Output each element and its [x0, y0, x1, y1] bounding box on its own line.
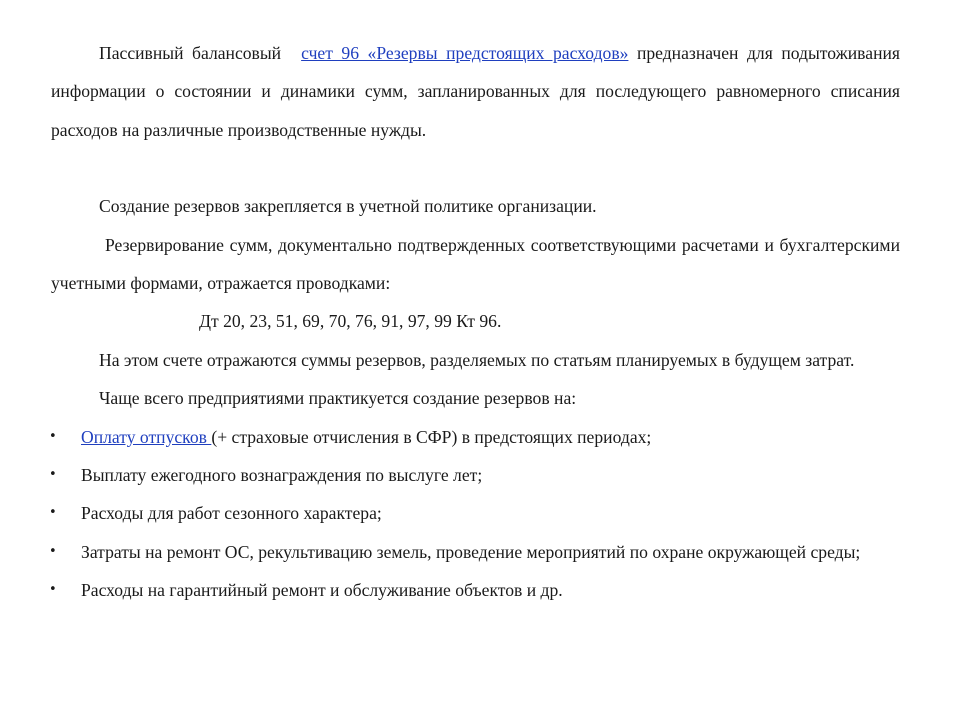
list-item-warranty-repair — [51, 571, 900, 609]
list-item-seasonal-work — [51, 494, 900, 532]
list-item-warranty-repair-text: Расходы на гарантийный ремонт и обслуживание объектов и др. — [81, 580, 563, 601]
list-item-vacation-pay — [51, 418, 900, 456]
list-item-repair-environment-text: Затраты на ремонт ОС, рекультивацию земель, проведение мероприятий по охране окружающей среды; — [81, 541, 861, 562]
list-item-repair-environment — [51, 533, 900, 571]
paragraph-account-96-intro: Пассивный балансовый — [99, 43, 282, 63]
list-item-vacation-pay-text: (+ страховые отчисления в СФР) в предстоящих периодах; — [211, 426, 652, 447]
list-item-long-service-bonus — [51, 456, 900, 494]
paragraph-account-96 — [51, 34, 900, 149]
paragraph-reserve-list-intro: Чаще всего предприятиями практикуется создание резервов на: — [99, 388, 577, 409]
bullet-icon: • — [49, 428, 57, 444]
reserve-types-list — [51, 418, 900, 610]
paragraph-gap — [51, 149, 900, 187]
paragraph-accounting-policy: Создание резервов закрепляется в учетной политике организации. — [99, 196, 597, 217]
bullet-icon: • — [49, 582, 57, 598]
paragraph-reservation-entries: Резервирование сумм, документально подтвержденных соответствующими расчетами и бухгалтерскими учетными формами, отражается проводками: — [51, 234, 900, 294]
bullet-icon: • — [49, 543, 57, 559]
bullet-icon: • — [49, 505, 57, 521]
vacation-pay-link[interactable]: Оплату отпусков — [81, 426, 212, 447]
bullet-icon: • — [49, 467, 57, 483]
document-body — [51, 34, 900, 610]
accounting-entry-formula: Дт 20, 23, 51, 69, 70, 76, 91, 97, 99 Кт 96. — [199, 311, 502, 332]
list-item-long-service-bonus-text: Выплату ежегодного вознаграждения по выслуге лет; — [81, 465, 483, 486]
account-96-link[interactable]: счет 96 «Резервы предстоящих расходов» — [301, 43, 629, 63]
paragraph-reserve-items: На этом счете отражаются суммы резервов, разделяемых по статьям планируемых в будущем затрат. — [99, 349, 855, 370]
list-item-seasonal-work-text: Расходы для работ сезонного характера; — [81, 503, 382, 524]
paragraph-account-96-rest: предназначен для подытоживания информации о состоянии и динамики сумм, запланированных для последующего равномерного списания расходов на различные производственные нужды. — [51, 43, 900, 140]
